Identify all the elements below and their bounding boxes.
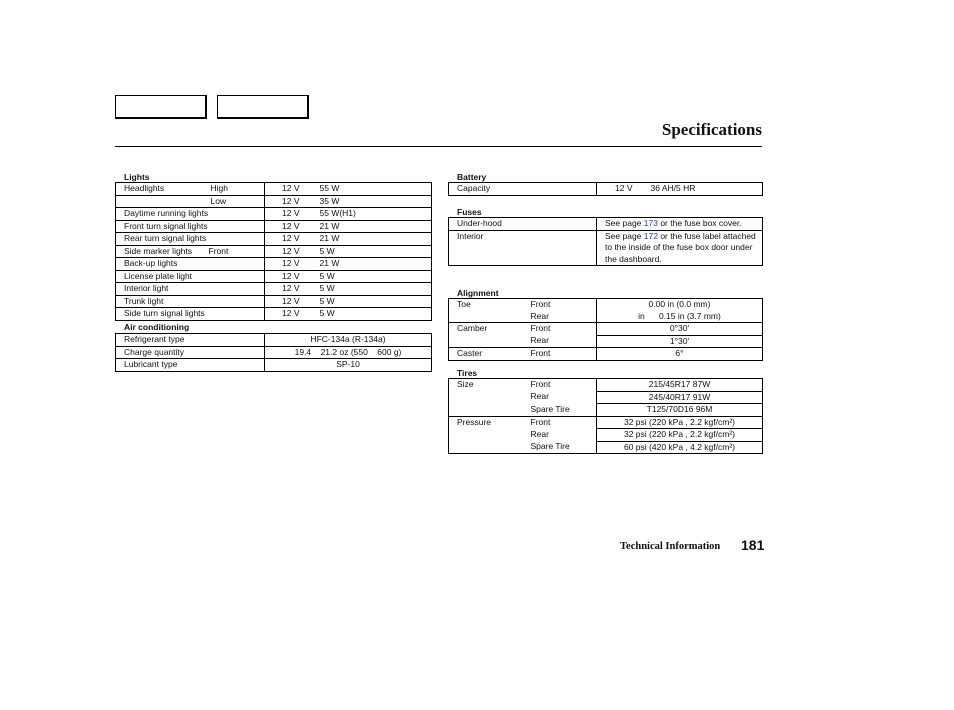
page-number: 181 [741, 537, 765, 553]
align-value: 0.00 in (0.0 mm) [597, 299, 763, 311]
ac-name: Lubricant type [124, 359, 178, 369]
align-pos: Front [530, 348, 551, 358]
light-name: Daytime running lights [116, 208, 265, 221]
battery-value: 36 AH/5 HR [650, 183, 696, 193]
fuses-heading: Fuses [457, 207, 482, 217]
light-volt: 12 V [265, 233, 302, 246]
battery-name: Capacity [457, 183, 491, 193]
align-pos: Rear [523, 311, 597, 323]
tires-table [448, 378, 763, 454]
light-watt: 5 W [302, 245, 432, 258]
tire-name: Size [457, 379, 474, 389]
align-name: Toe [457, 299, 471, 309]
lights-heading: Lights [124, 172, 150, 182]
page-title: Specifications [661, 120, 762, 139]
align-value: 0°30′ [597, 323, 763, 336]
nav-tab-2[interactable] [217, 95, 309, 119]
light-volt: 12 V [265, 283, 302, 296]
lights-table [115, 182, 432, 321]
fuses-table [448, 217, 763, 266]
light-sub: Front [209, 245, 265, 258]
light-watt: 5 W [302, 295, 432, 308]
align-pos: Front [530, 299, 551, 309]
light-name: License plate light [116, 270, 265, 283]
battery-volt: 12 V [597, 183, 633, 196]
align-value: 6° [597, 348, 763, 361]
light-name: Side turn signal lights [124, 308, 205, 318]
fuse-page-link[interactable]: 173 [643, 218, 658, 228]
tire-value: 245/40R17 91W [597, 391, 763, 404]
light-watt: 55 W(H1) [302, 208, 432, 221]
tire-pos: Rear [530, 428, 549, 439]
ac-name: Refrigerant type [116, 334, 265, 347]
ac-name: Charge quantity [116, 346, 265, 359]
light-name: Trunk light [116, 295, 265, 308]
light-volt: 12 V [265, 195, 302, 208]
tire-name: Pressure [457, 416, 492, 427]
light-volt: 12 V [265, 270, 302, 283]
title-rule [115, 146, 762, 147]
tire-pos: Rear [530, 391, 549, 401]
tire-value: 32 psi (220 kPa , 2.2 kgf/cm²) [597, 429, 763, 442]
fuse-interior-name: Interior [457, 230, 484, 241]
align-pos: Rear [523, 335, 597, 348]
light-name: Side marker lights [116, 245, 209, 258]
tire-pos: Front [530, 416, 551, 427]
ac-value: SP-10 [265, 359, 432, 372]
light-watt: 21 W [302, 258, 432, 271]
fuse-text: or the fuse box cover. [657, 218, 742, 228]
tire-value: 215/45R17 87W [597, 379, 763, 392]
tire-pos: Front [530, 379, 551, 389]
tire-pos: Spare Tire [530, 441, 570, 451]
light-name: Rear turn signal lights [116, 233, 265, 246]
light-name [116, 195, 209, 208]
tires-heading: Tires [457, 368, 478, 378]
tire-value: 32 psi (220 kPa , 2.2 kgf/cm²) [597, 416, 763, 429]
battery-heading: Battery [457, 172, 487, 182]
light-sub: Low [209, 195, 265, 208]
alignment-heading: Alignment [457, 288, 499, 298]
light-watt: 55 W [302, 183, 432, 196]
light-sub: High [209, 183, 265, 196]
light-volt: 12 V [265, 258, 302, 271]
ac-heading: Air conditioning [124, 322, 190, 332]
light-volt: 12 V [265, 295, 302, 308]
ac-value: 19.4 21.2 oz (550 600 g) [265, 346, 432, 359]
align-value: in 0.15 in (3.7 mm) [597, 311, 763, 323]
align-value: 1°30′ [597, 335, 763, 348]
tire-value: T125/70D16 96M [597, 404, 763, 417]
light-watt: 21 W [302, 220, 432, 233]
light-volt: 12 V [265, 220, 302, 233]
ac-value: HFC-134a (R-134a) [265, 334, 432, 347]
fuse-text: or the fuse label attached to the inside of the fuse box door under the dashboard. [605, 230, 756, 264]
nav-tab-1[interactable] [115, 95, 207, 119]
light-volt: 12 V [265, 208, 302, 221]
light-watt: 5 W [302, 283, 432, 296]
light-volt: 12 V [265, 308, 302, 321]
light-watt: 5 W [302, 270, 432, 283]
fuse-page-link[interactable]: 172 [643, 230, 658, 241]
battery-table [448, 182, 763, 196]
align-name: Caster [457, 348, 483, 358]
tire-value: 60 psi (420 kPa , 4.2 kgf/cm²) [597, 441, 763, 454]
align-name: Camber [457, 323, 488, 333]
light-name: Front turn signal lights [116, 220, 265, 233]
alignment-table [448, 298, 763, 361]
fuse-text: See page [605, 218, 644, 228]
light-watt: 21 W [302, 233, 432, 246]
light-name: Back-up lights [116, 258, 265, 271]
tire-pos: Spare Tire [523, 404, 597, 417]
light-name: Headlights [116, 183, 209, 196]
light-volt: 12 V [265, 245, 302, 258]
align-pos: Front [530, 323, 551, 333]
light-watt: 35 W [302, 195, 432, 208]
light-name: Interior light [116, 283, 265, 296]
light-watt: 5 W [319, 308, 335, 318]
fuse-underhood-name: Under-hood [449, 218, 597, 231]
fuse-text: See page [605, 230, 644, 241]
light-volt: 12 V [265, 183, 302, 196]
section-label: Technical Information [620, 541, 721, 552]
ac-table [115, 333, 432, 372]
